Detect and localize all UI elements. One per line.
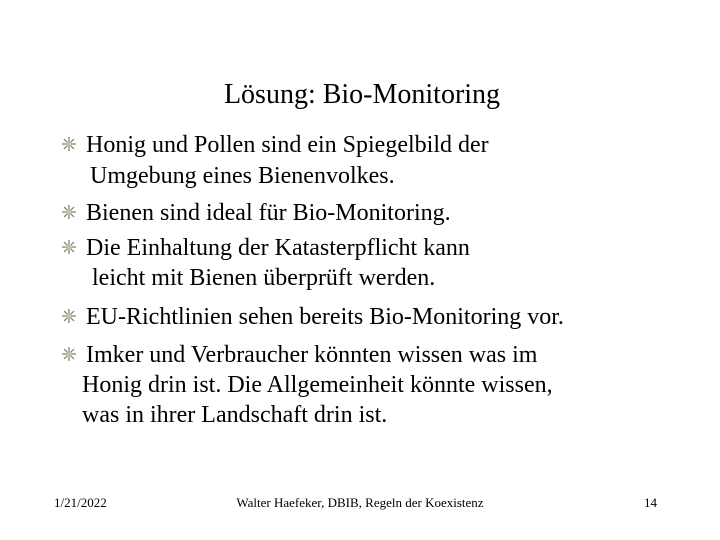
- slide-title: Lösung: Bio-Monitoring: [223, 79, 501, 110]
- bullet-2-line-1: Bienen sind ideal für Bio-Monitoring.: [86, 200, 451, 226]
- star-burst-icon: [60, 238, 78, 256]
- bullet-4-line-1: EU-Richtlinien sehen bereits Bio-Monitoring vor.: [86, 304, 564, 330]
- star-burst-icon: [60, 307, 78, 325]
- bullet-3-line-1: Die Einhaltung der Katasterpflicht kann: [86, 235, 470, 261]
- footer-date: 1/21/2022: [54, 495, 107, 510]
- star-burst-icon: [60, 203, 78, 221]
- bullet-1-line-2: Umgebung eines Bienenvolkes.: [90, 163, 395, 189]
- footer-center-text: Walter Haefeker, DBIB, Regeln der Koexistenz: [236, 495, 484, 510]
- star-burst-icon: [60, 345, 78, 363]
- bullet-5-line-1: Imker und Verbraucher könnten wissen was im: [86, 342, 538, 368]
- footer-page-number: 14: [644, 495, 657, 510]
- bullet-3-line-2: leicht mit Bienen überprüft werden.: [92, 265, 436, 291]
- bullet-5-line-3: was in ihrer Landschaft drin ist.: [82, 402, 388, 428]
- bullet-1-line-1: Honig und Pollen sind ein Spiegelbild der: [86, 132, 489, 158]
- bullet-5-line-2: Honig drin ist. Die Allgemeinheit könnte wissen,: [82, 372, 553, 398]
- star-burst-icon: [60, 135, 78, 153]
